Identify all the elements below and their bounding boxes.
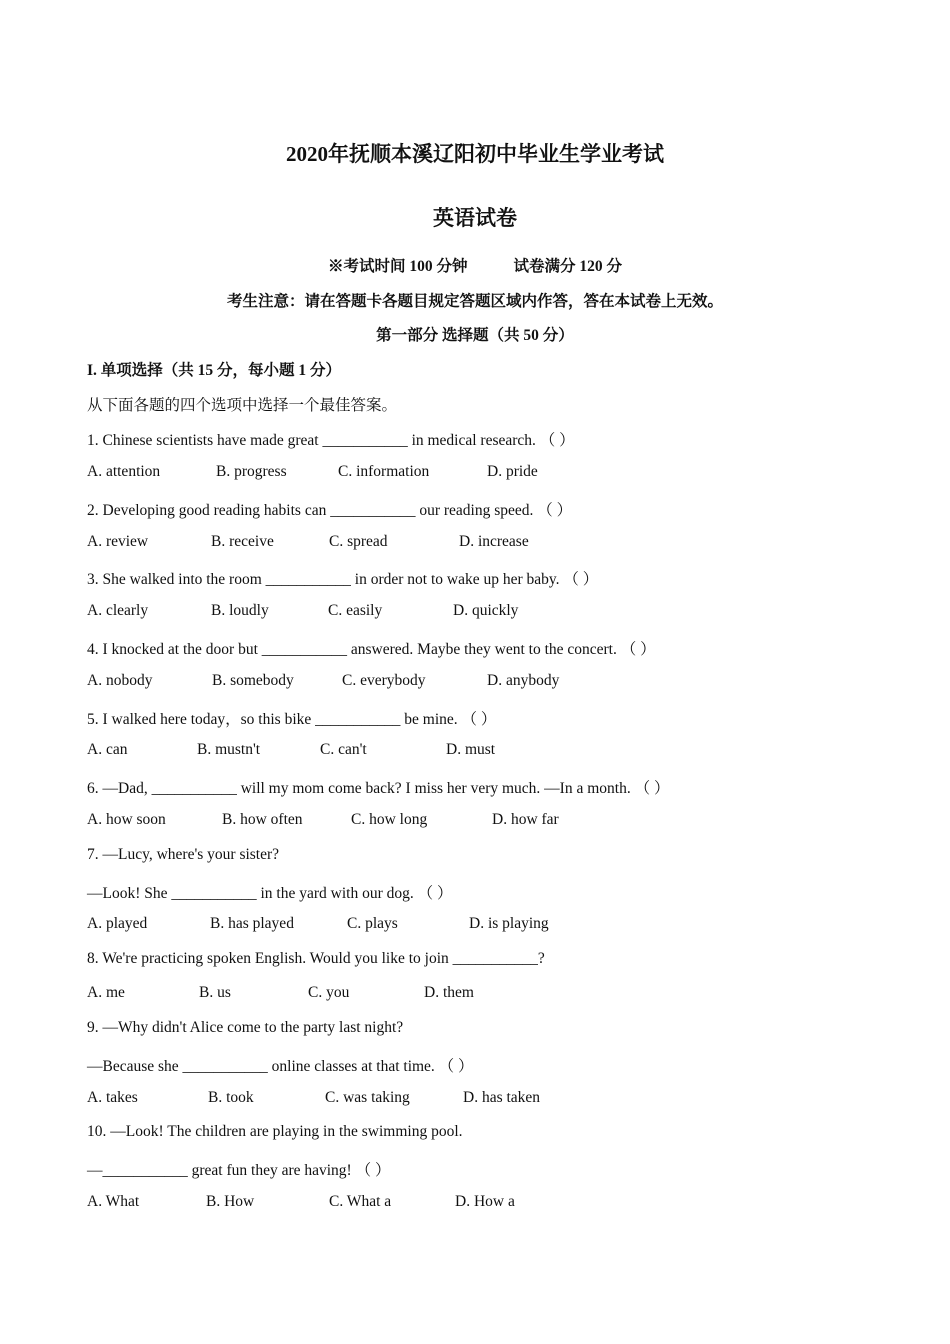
option-d: D. pride [487, 463, 538, 480]
exam-time: ※考试时间 100 分钟 [327, 258, 468, 275]
option-b: B. somebody [212, 672, 294, 689]
option-d: D. increase [459, 533, 529, 550]
option-d: D. them [424, 984, 474, 1001]
option-d: D. How a [455, 1193, 515, 1210]
question-2: 2. Developing good reading habits can ___________ our reading speed. （ ） [87, 502, 573, 519]
option-c: C. What a [329, 1193, 392, 1210]
option-a: A. What [87, 1193, 140, 1210]
option-d: D. has taken [463, 1089, 541, 1106]
question-7: 7. —Lucy, where's your sister? [87, 846, 280, 863]
section-instruction: 从下面各题的四个选项中选择一个最佳答案。 [87, 397, 398, 414]
question-5: 5. I walked here today，so this bike ___________ be mine. （ ） [87, 711, 497, 728]
option-c: C. was taking [325, 1089, 410, 1106]
question-10-reply: —___________ great fun they are having! （ ） [87, 1162, 391, 1179]
option-b: B. how often [222, 811, 303, 828]
option-a: A. played [87, 915, 148, 932]
part-title: 第一部分 选择题（共 50 分） [376, 327, 574, 344]
option-d: D. anybody [487, 672, 560, 689]
question-6: 6. —Dad, ___________ will my mom come back? I miss her very much. —In a month. （ ） [87, 780, 670, 797]
option-c: C. can't [320, 741, 367, 758]
question-8: 8. We're practicing spoken English. Would you like to join ___________? [87, 950, 545, 967]
exam-score: 试卷满分 120 分 [513, 258, 623, 275]
option-a: A. nobody [87, 672, 153, 689]
question-4: 4. I knocked at the door but ___________ answered. Maybe they went to the concert. （ ） [87, 641, 656, 658]
option-c: C. you [308, 984, 350, 1001]
option-d: D. must [446, 741, 496, 758]
option-c: C. everybody [342, 672, 426, 689]
option-d: D. quickly [453, 602, 519, 619]
option-b: B. us [199, 984, 231, 1001]
option-b: B. has played [210, 915, 294, 932]
exam-notice: 考生注意：请在答题卡各题目规定答题区域内作答，答在本试卷上无效。 [226, 293, 723, 310]
option-c: C. information [338, 463, 430, 480]
option-b: B. progress [216, 463, 287, 480]
question-10: 10. —Look! The children are playing in the swimming pool. [87, 1123, 463, 1140]
option-a: A. me [87, 984, 125, 1001]
option-a: A. can [87, 741, 128, 758]
option-a: A. takes [87, 1089, 138, 1106]
exam-meta [0, 254, 950, 276]
exam-subtitle: 英语试卷 [433, 206, 517, 230]
option-a: A. how soon [87, 811, 166, 828]
question-1: 1. Chinese scientists have made great ___________ in medical research. （ ） [87, 432, 575, 449]
option-b: B. receive [211, 533, 274, 550]
option-d: D. is playing [469, 915, 549, 932]
option-b: B. loudly [211, 602, 269, 619]
section-heading: I. 单项选择（共 15 分，每小题 1 分） [87, 362, 342, 379]
question-9: 9. —Why didn't Alice come to the party last night? [87, 1019, 404, 1036]
option-a: A. clearly [87, 602, 149, 619]
option-c: C. easily [328, 602, 383, 619]
option-d: D. how far [492, 811, 559, 828]
exam-title: 2020年抚顺本溪辽阳初中毕业生学业考试 [286, 142, 664, 166]
option-a: A. review [87, 533, 149, 550]
option-b: B. mustn't [197, 741, 261, 758]
option-b: B. How [206, 1193, 255, 1210]
question-7-reply: —Look! She ___________ in the yard with our dog. （ ） [87, 885, 453, 902]
option-c: C. how long [351, 811, 428, 828]
option-b: B. took [208, 1089, 254, 1106]
option-c: C. spread [329, 533, 388, 550]
option-a: A. attention [87, 463, 161, 480]
question-9-reply: —Because she ___________ online classes at that time. （ ） [87, 1058, 474, 1075]
question-3: 3. She walked into the room ___________ in order not to wake up her baby. （ ） [87, 571, 599, 588]
option-c: C. plays [347, 915, 398, 932]
